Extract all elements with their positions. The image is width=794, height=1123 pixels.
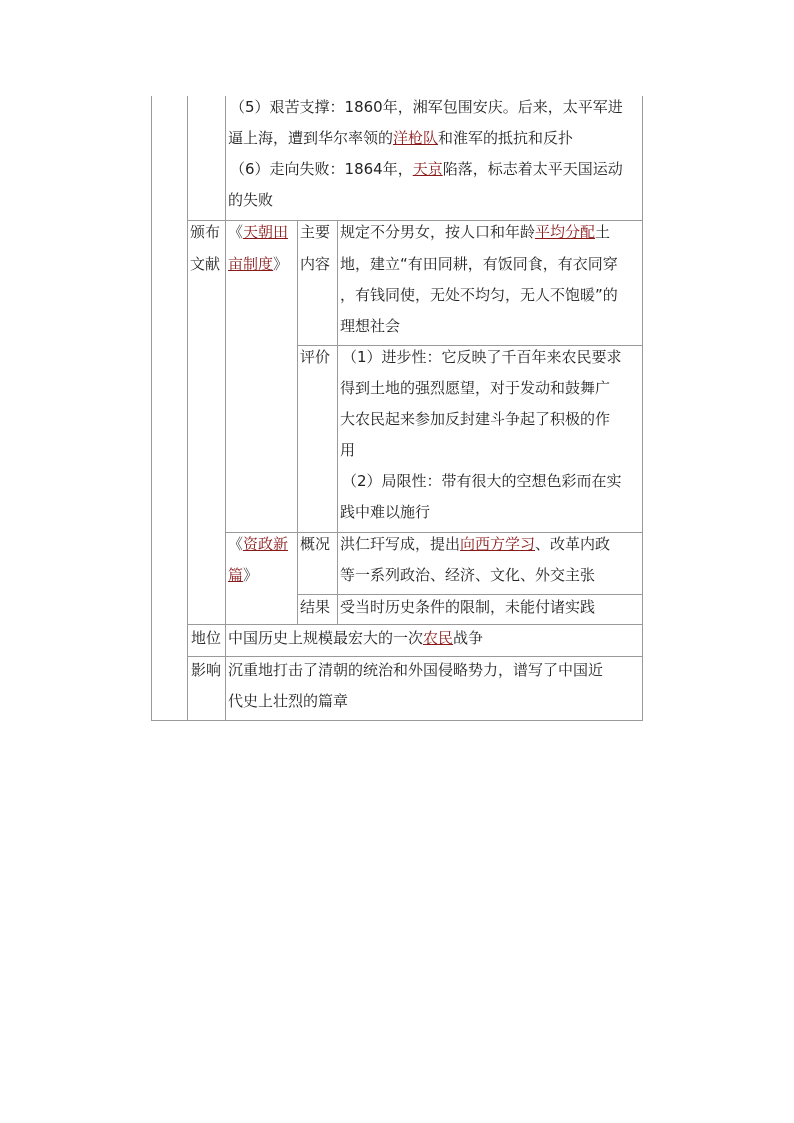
stage-6-line-2: 的失败 (228, 191, 274, 209)
overview-text-a: 洪仁玕写成，提出 (340, 535, 461, 553)
stage-6-text-a: （6）走向失败：1864年， (230, 160, 413, 178)
influence-line-1: 沉重地打击了清朝的统治和外国侵略势力，谱写了中国近 (228, 661, 604, 679)
eval-line-1: （1）进步性：它反映了千百年来农民要求 (342, 348, 622, 366)
position-label: 地位 (191, 629, 222, 647)
link-xiang-xifang-xuexi[interactable]: 向西方学习 (460, 535, 536, 553)
stage-5-text-a: 逼上海，遭到华尔率领的 (228, 129, 394, 147)
position-text-a: 中国历史上规模最宏大的一次 (228, 629, 424, 647)
stage-6-text-b: 陷落，标志着太平天国运动 (442, 160, 623, 178)
content-label-line-1: 主要 (300, 223, 331, 241)
stage-6-line-1 (230, 159, 623, 179)
eval-label: 评价 (300, 348, 331, 366)
influence-label: 影响 (191, 661, 222, 679)
overview-text-b: 、改革内政 (535, 535, 611, 553)
link-zizheng-2[interactable]: 篇 (228, 566, 244, 584)
link-yangqiangdui[interactable]: 洋枪队 (393, 129, 439, 147)
overview-label: 概况 (300, 535, 331, 553)
content-text-a: 规定不分男女，按人口和年龄 (340, 223, 536, 241)
content-label-line-2: 内容 (300, 255, 331, 273)
content-text-b: 土 (595, 223, 611, 241)
title-bracket-open: 《 (228, 535, 244, 553)
link-tianchao-1[interactable]: 天朝田 (243, 223, 289, 241)
tianchao-title-line-1 (228, 222, 288, 242)
link-tianjing[interactable]: 天京 (412, 160, 443, 178)
overview-line-1 (340, 534, 610, 554)
eval-line-5: （2）局限性：带有很大的空想色彩而在实 (342, 472, 622, 490)
title-bracket-close: 》 (273, 255, 289, 273)
content-line-2: 地，建立“有田同耕，有饭同食，有衣同穿 (340, 255, 618, 273)
influence-line-2: 代史上壮烈的篇章 (228, 692, 349, 710)
eval-line-4: 用 (340, 441, 356, 459)
stage-5-line-1: （5）艰苦支撑：1860年，湘军包围安庆。后来，太平军进 (230, 98, 623, 116)
title-bracket-open: 《 (228, 223, 244, 241)
stage-5-line-2 (228, 128, 573, 148)
overview-line-2: 等一系列政治、经济、文化、外交主张 (340, 566, 596, 584)
position-text-b: 战争 (453, 629, 484, 647)
title-bracket-close: 》 (243, 566, 259, 584)
position-text (228, 628, 483, 648)
content-line-4: 理想社会 (340, 317, 401, 335)
content-line-1 (340, 222, 610, 242)
result-label: 结果 (300, 598, 331, 616)
stage-5-text-b: 和淮军的抵抗和反扑 (438, 129, 574, 147)
eval-line-6: 践中难以施行 (340, 503, 431, 521)
documents-header-line-2: 文献 (190, 255, 221, 273)
link-zizheng-1[interactable]: 资政新 (243, 535, 289, 553)
zizheng-title-line-2 (228, 565, 258, 585)
tianchao-title-line-2 (228, 254, 288, 274)
eval-line-2: 得到土地的强烈愿望，对于发动和鼓舞广 (340, 379, 611, 397)
content-line-3: ，有钱同使，无处不均匀，无人不饱暖”的 (340, 286, 618, 304)
zizheng-title-line-1 (228, 534, 288, 554)
link-tianchao-2[interactable]: 亩制度 (228, 255, 274, 273)
link-nongmin[interactable]: 农民 (423, 629, 454, 647)
result-text: 受当时历史条件的限制，未能付诸实践 (340, 598, 596, 616)
link-pingjun-fenpei[interactable]: 平均分配 (535, 223, 596, 241)
eval-line-3: 大农民起来参加反封建斗争起了积极的作 (340, 410, 611, 428)
documents-header-line-1: 颁布 (190, 223, 221, 241)
